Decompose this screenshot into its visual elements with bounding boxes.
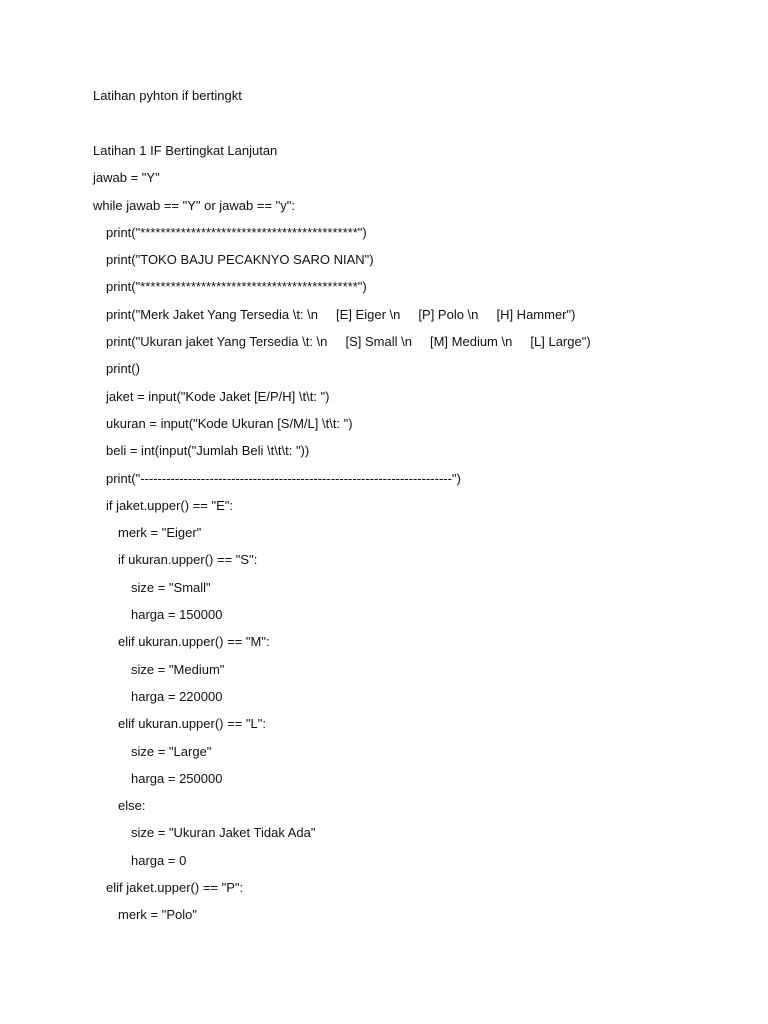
code-line: size = "Medium" [131, 661, 225, 677]
code-line: size = "Small" [131, 579, 211, 595]
code-line: while jawab == "Y" or jawab == "y": [93, 197, 296, 213]
code-line: size = "Ukuran Jaket Tidak Ada" [131, 825, 316, 841]
code-line: harga = 0 [131, 852, 187, 868]
code-line: harga = 220000 [131, 688, 223, 704]
code-line: print("Merk Jaket Yang Tersedia \t: \n [E] Eiger \n [P] Polo \n [H] Hammer") [106, 306, 576, 322]
code-line: print("------------------------------------------------------------------------") [106, 470, 461, 486]
code-line: jaket = input("Kode Jaket [E/P/H] \t\t: ") [106, 388, 330, 404]
code-line: print("*******************************************") [106, 279, 367, 295]
code-line: print("*******************************************") [106, 224, 367, 240]
code-block [93, 143, 753, 935]
code-line: Latihan 1 IF Bertingkat Lanjutan [93, 143, 278, 158]
code-line: ukuran = input("Kode Ukuran [S/M/L] \t\t: ") [106, 415, 353, 431]
code-line: harga = 150000 [131, 607, 223, 623]
code-line: print() [106, 361, 140, 377]
code-line: if jaket.upper() == "E": [106, 497, 234, 513]
code-line: print("TOKO BAJU PECAKNYO SARO NIAN") [106, 252, 374, 268]
code-line: if ukuran.upper() == "S": [118, 552, 258, 568]
code-line: merk = "Eiger" [118, 525, 202, 541]
code-line: beli = int(input("Jumlah Beli \t\t\t: ")) [106, 443, 310, 459]
code-line: elif ukuran.upper() == "L": [118, 716, 266, 732]
code-line: size = "Large" [131, 743, 212, 759]
code-line: jawab = "Y" [93, 170, 160, 186]
code-line: else: [118, 798, 146, 814]
document-title: Latihan pyhton if bertingkt [93, 88, 242, 103]
code-line: elif ukuran.upper() == "M": [118, 634, 270, 650]
code-line: merk = "Polo" [118, 907, 197, 923]
code-line: print("Ukuran jaket Yang Tersedia \t: \n [S] Small \n [M] Medium \n [L] Large") [106, 334, 591, 350]
code-line: elif jaket.upper() == "P": [106, 880, 244, 896]
code-line: harga = 250000 [131, 770, 223, 786]
